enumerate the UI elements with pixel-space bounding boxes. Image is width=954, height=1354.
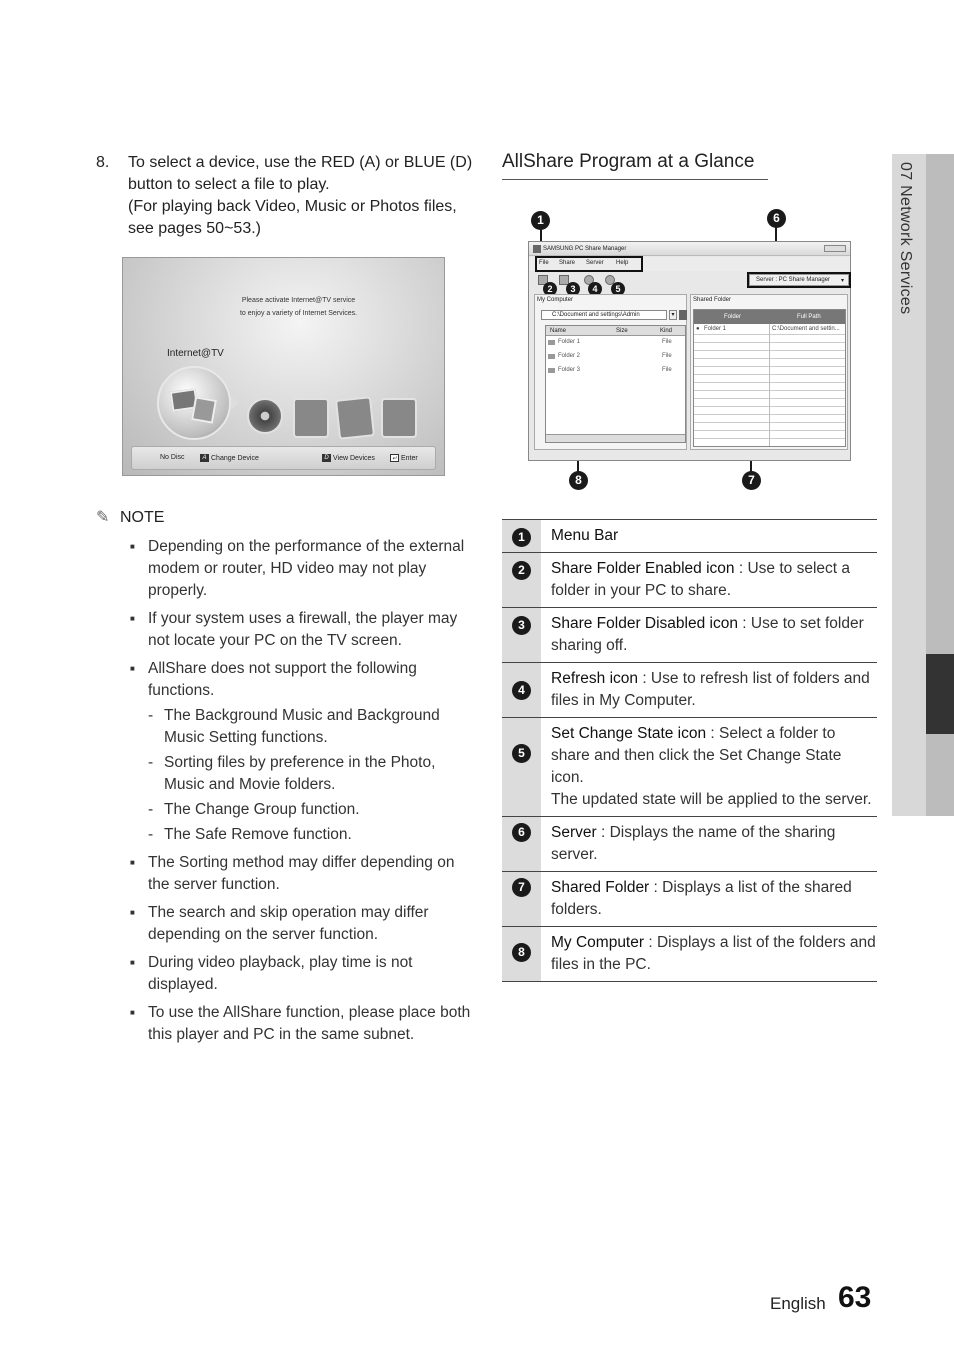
blue-key-label: BLUE (D) (403, 154, 473, 171)
legend-row (502, 663, 877, 718)
note-item: ■ The Sorting method may differ depending on the server function. (130, 852, 475, 896)
enter-label: Enter (401, 454, 418, 462)
list-item-kind: File (662, 353, 672, 359)
column-name[interactable]: Name (550, 328, 567, 334)
legend-number-cell (502, 872, 541, 926)
legend-desc: : Use to select a folder in your PC to share. (551, 560, 850, 599)
server-highlight (747, 272, 851, 288)
pencil-icon: ✎ (96, 509, 110, 526)
shared-folder-header (694, 310, 845, 324)
chapter-title: 07 Network Services (897, 162, 914, 315)
note-item: ■ To use the AllShare function, please place both this player and PC in the same subnet. (130, 1002, 475, 1046)
shared-folder-heading: Shared Folder (693, 297, 732, 303)
change-device-label: Change Device (211, 454, 259, 462)
folder-icon (548, 340, 555, 345)
shared-folder-icon: ● (696, 326, 700, 332)
column-folder[interactable]: Folder (724, 314, 742, 320)
legend-desc: : Displays a list of the shared folders. (551, 879, 852, 918)
key-a-icon: A (200, 454, 209, 462)
callout-3: 3 (566, 282, 580, 296)
step-text-after: button to select a file to play. (128, 176, 330, 193)
legend-term: Share Folder Enabled icon (551, 560, 735, 577)
note-item: ■ Depending on the performance of the external modem or router, HD video may not play properly. (130, 536, 475, 602)
side-tab-marker (926, 654, 954, 734)
legend-term: Share Folder Disabled icon (551, 615, 738, 632)
legend-row (502, 553, 877, 608)
view-devices-label: View Devices (333, 454, 375, 462)
path-dropdown-icon[interactable]: ▾ (669, 310, 677, 320)
list-item-kind: File (662, 339, 672, 345)
list-item[interactable] (546, 336, 685, 350)
legend-desc-extra: The updated state will be applied to the server. (551, 791, 872, 808)
change-device-hint (200, 454, 259, 462)
callout-7: 7 (742, 471, 761, 490)
my-computer-pane (534, 294, 687, 450)
window-titlebar (529, 242, 850, 256)
legend-text (541, 817, 877, 871)
legend-desc: : Select a folder to share and then click the Set Change State icon. (551, 725, 842, 786)
legend-callout: 7 (512, 878, 531, 897)
legend-number-cell (502, 520, 541, 552)
list-item[interactable] (546, 364, 685, 378)
legend-row (502, 718, 877, 817)
chevron-down-icon: ▾ (840, 278, 844, 284)
window-title: SAMSUNG PC Share Manager (543, 246, 627, 252)
note-item: ■ The search and skip operation may differ depending on the server function. (130, 902, 475, 946)
legend-desc: : Displays a list of the folders and files in the PC. (551, 934, 876, 973)
path-value: C:\Document and settings\Admin (552, 312, 640, 318)
legend-row (502, 817, 877, 872)
my-computer-heading: My Computer (537, 297, 574, 303)
legend-term: Menu Bar (551, 527, 619, 544)
shared-row-path: C:\Document and settin... (772, 326, 840, 332)
shared-folder-grid (693, 309, 846, 447)
list-item-kind: File (662, 367, 672, 373)
legend-text (541, 927, 877, 981)
menu-bar-highlight (535, 256, 643, 272)
red-key-label: RED (A) (321, 154, 381, 171)
step-8 (96, 152, 476, 240)
page-number: 63 (838, 1281, 872, 1314)
go-up-folder-icon[interactable] (679, 310, 687, 320)
horizontal-scrollbar[interactable] (546, 434, 685, 442)
note-item: ■ If your system uses a firewall, the player may not locate your PC on the TV screen. (130, 608, 475, 652)
chapter-side-tab (892, 154, 954, 816)
settings-icon (381, 398, 417, 438)
menu-help[interactable]: Help (616, 260, 629, 266)
note-subitem: - The Change Group function. (148, 799, 475, 821)
legend-term: My Computer (551, 934, 645, 951)
list-item-name: Folder 3 (558, 367, 581, 373)
step-text (128, 152, 476, 240)
legend-number-cell (502, 663, 541, 717)
tv-bottom-bar (131, 446, 436, 470)
app-icon (533, 245, 541, 253)
arrow-right-icon (231, 396, 239, 410)
note-list (130, 536, 475, 1052)
column-size[interactable]: Size (616, 328, 628, 334)
file-list-header (546, 326, 685, 336)
menu-server[interactable]: Server (586, 260, 604, 266)
legend-desc: : Use to set folder sharing off. (551, 615, 864, 654)
menu-share[interactable]: Share (559, 260, 576, 266)
menu-file[interactable]: File (539, 260, 549, 266)
legend-text (541, 608, 877, 662)
legend-number-cell (502, 553, 541, 607)
legend-term: Server (551, 824, 597, 841)
legend-callout: 8 (512, 943, 531, 962)
note-sublist (148, 705, 475, 846)
legend-term: Shared Folder (551, 879, 650, 896)
legend-callout: 6 (512, 823, 531, 842)
legend-number-cell (502, 718, 541, 816)
enter-hint (390, 454, 418, 462)
tv-screen-screenshot (122, 257, 445, 476)
legend-term: Set Change State icon (551, 725, 707, 742)
path-select[interactable] (541, 310, 667, 320)
file-list (545, 325, 686, 443)
legend-number-cell (502, 927, 541, 981)
legend-text (541, 872, 877, 926)
step-text-before: To select a device, use the (128, 154, 321, 171)
shared-row-folder: Folder 1 (704, 326, 727, 332)
shared-folder-pane (690, 294, 848, 450)
tv-message (123, 294, 444, 320)
legend-callout: 4 (512, 681, 531, 700)
view-devices-hint (322, 454, 375, 462)
grid-divider (769, 324, 770, 446)
legend-text (541, 553, 877, 607)
pc-share-manager-window (528, 241, 851, 461)
note-heading (96, 507, 164, 527)
folder-icon (548, 368, 555, 373)
column-kind[interactable]: Kind (660, 328, 673, 334)
step-text-or: or (380, 154, 404, 171)
step-text-paren: (For playing back Video, Music or Photos files, see pages 50~53.) (128, 198, 457, 237)
film-reel-icon (247, 398, 283, 434)
tv-message-line2: to enjoy a variety of Internet Services. (239, 310, 358, 317)
callout-2: 2 (543, 282, 557, 296)
footer-language: English (770, 1294, 826, 1313)
legend-callout: 2 (512, 561, 531, 580)
note-subitem: - The Background Music and Background Music Setting functions. (148, 705, 475, 749)
legend-text (541, 718, 877, 816)
note-subitem: - Sorting files by preference in the Photo, Music and Movie folders. (148, 752, 475, 796)
legend-number-cell (502, 817, 541, 871)
legend-row (502, 927, 877, 982)
key-d-icon: D (322, 454, 331, 462)
legend-text (541, 663, 877, 717)
step-number: 8. (96, 154, 110, 171)
legend-text (541, 520, 618, 552)
note-subitem: - The Safe Remove function. (148, 824, 475, 846)
callout-8: 8 (569, 471, 588, 490)
legend-term: Refresh icon (551, 670, 639, 687)
legend-callout: 1 (512, 528, 531, 547)
server-name: Server : PC Share Manager (756, 277, 831, 283)
note-item: ■ During video playback, play time is not displayed. (130, 952, 475, 996)
callout-4: 4 (588, 282, 602, 296)
column-full-path[interactable]: Full Path (797, 314, 821, 320)
legend-row (502, 608, 877, 663)
callout-1: 1 (531, 211, 550, 230)
no-disc-label: No Disc (160, 454, 185, 461)
internet-tv-label: Internet@TV (167, 348, 224, 359)
legend-callout: 3 (512, 616, 531, 635)
enter-key-icon: ↵ (391, 456, 398, 462)
legend-callout: 5 (512, 744, 531, 763)
legend-desc: : Displays the name of the sharing server. (551, 824, 836, 863)
legend-table (502, 519, 877, 982)
tv-message-line1: Please activate Internet@TV service (241, 297, 356, 304)
list-item-name: Folder 2 (558, 353, 581, 359)
window-controls-icon[interactable] (824, 245, 846, 252)
note-item-text: AllShare does not support the following functions. (148, 660, 417, 699)
note-title-text: NOTE (120, 509, 165, 526)
legend-row (502, 520, 877, 553)
legend-desc: : Use to refresh list of folders and files in My Computer. (551, 670, 870, 709)
list-item[interactable] (546, 350, 685, 364)
section-title: AllShare Program at a Glance (502, 151, 768, 180)
photos-icon (335, 396, 375, 440)
music-icon (293, 398, 329, 438)
folder-icon (548, 354, 555, 359)
newspaper-icon (191, 396, 217, 423)
legend-row (502, 872, 877, 927)
callout-5: 5 (611, 282, 625, 296)
internet-tv-icon (157, 366, 231, 440)
list-item-name: Folder 1 (558, 339, 581, 345)
legend-number-cell (502, 608, 541, 662)
callout-6: 6 (767, 209, 786, 228)
note-item (130, 658, 475, 846)
